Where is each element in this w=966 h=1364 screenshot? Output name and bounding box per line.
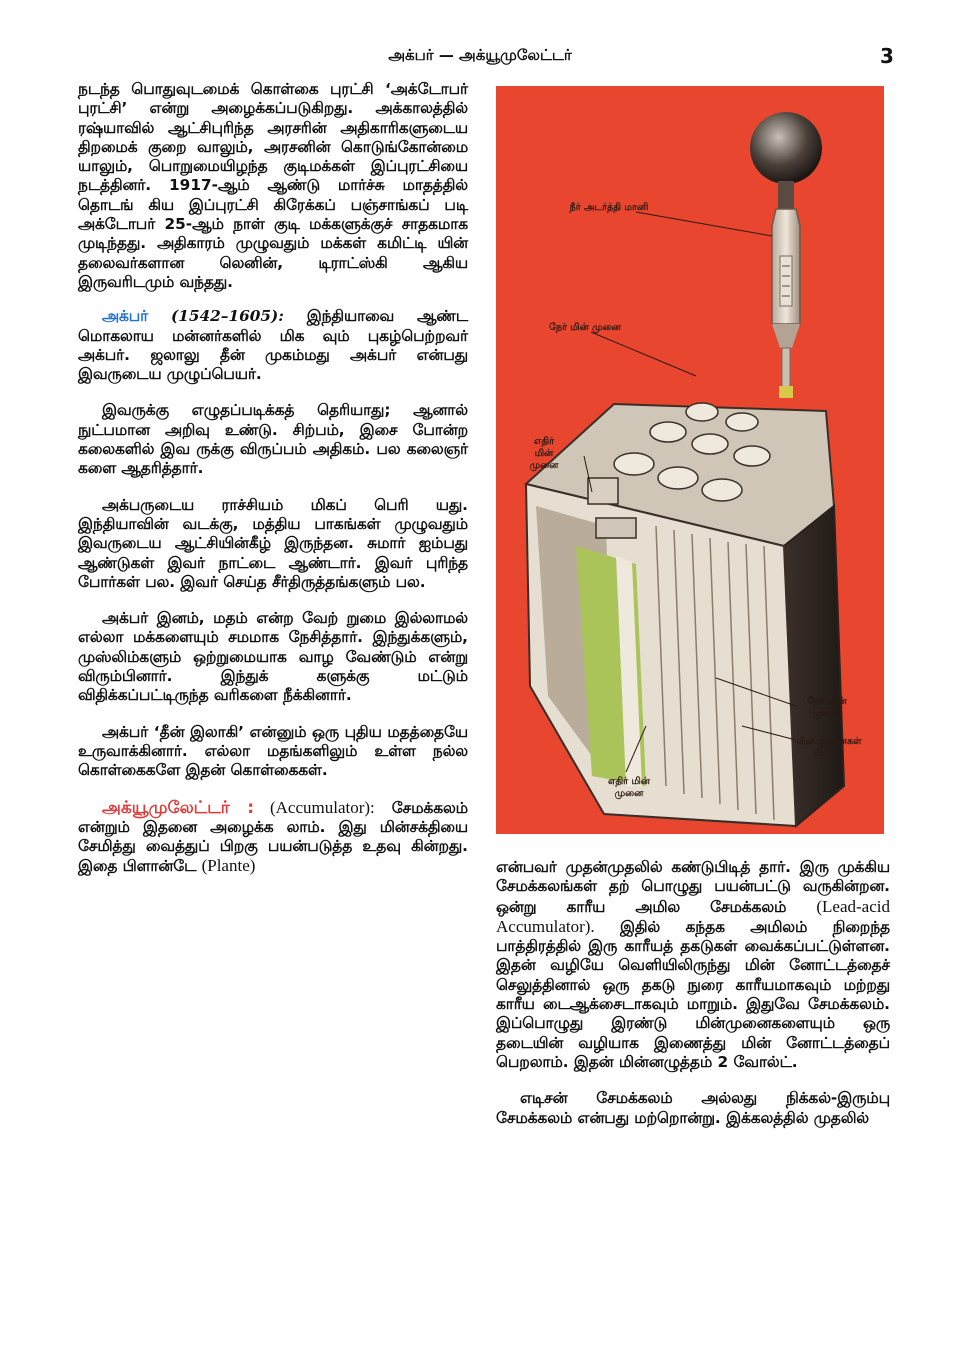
right-column [496, 858, 890, 1128]
akbar-paragraph-3: அக்பருடைய ராச்சியம் மிகப் பெரி யது. இந்தியாவின் வடக்கு, மத்திய பாகங்கள் முழுவதும் இவருடைய ஆட்சியின்கீழ் இருந்தன. சுமார் ஐம்பது ஆண்டுகள் இவர் நாட்டை ஆண்டார். இவர் புரிந்த போர்கள் பல. இவர் செய்த சீர்திருத்தங்களும் பல. [78, 495, 468, 591]
page-number: 3 [880, 44, 894, 68]
left-column [78, 80, 468, 877]
separator-label [786, 736, 872, 760]
plante-latin-name: (Plante) [201, 856, 256, 876]
negative-terminal-label-line1: எதிர் [533, 436, 555, 447]
accumulator-entry-title: அக்யூமுலேட்டர் : [102, 797, 255, 818]
akbar-paragraph-4: அக்பர் இனம், மதம் என்ற வேற் றுமை இல்லாமல் எல்லா மக்களையும் சமமாக நேசித்தார். இந்துக்களும், முஸ்லிம்களும் ஒற்றுமையாக வாழ வேண்டும் என்று விரும்பினார். இந்துக் களுக்கு மட்டும் விதிக்கப்பட்டிருந்த வரிகளை நீக்கினார். [78, 609, 468, 705]
akbar-intro-text: இந்தியாவை ஆண்ட மொகலாய மன்னர்களில் மிக வும் புகழ்பெற்றவர் அக்பர். ஜலாலு தீன் முகம்மது அக்பர் என்பது இவருடைய முழுப்பெயர். [78, 307, 468, 384]
akbar-paragraph-2: இவருக்கு எழுதப்படிக்கத் தெரியாது; ஆனால் நுட்பமான அறிவு உண்டு. சிற்பம், இசை போன்ற கலைகளில் இவ ருக்கு விருப்பம் அதிகம். பல கலைஞர் களை ஆதரித்தார். [78, 401, 468, 478]
positive-plate-label-line2: முனை [812, 708, 842, 719]
accumulator-entry-intro [78, 798, 468, 877]
positive-terminal-top-label: நேர் மின் முனை [549, 322, 621, 333]
separator-label-line1: மின் முனைகள் [796, 736, 862, 747]
accumulator-continuation [496, 858, 890, 1072]
separator-label-line2: பிரிப்பு [814, 748, 844, 759]
battery-body [526, 403, 844, 826]
edison-accumulator-paragraph: எடிசன் சேமக்கலம் அல்லது நிக்கல்-இரும்பு சேமக்கலம் என்பது மற்றொன்று. இக்கலத்தில் முதலில் [496, 1089, 890, 1127]
negative-plate-label [592, 776, 666, 800]
october-revolution-paragraph: நடந்த பொதுவுடமைக் கொள்கை புரட்சி ‘அக்டோபர் புரட்சி’ என்று அழைக்கப்படுகிறது. அக்காலத்தில் ரஷ்யாவில் ஆட்சிபுரிந்த அரசரின் அதிகாரிகளுடைய திறமைக் குறை வாலும், அரசனின் கொடுங்கோன்மை யாலும், பொறுமையிழந்த குடிமக்கள் இப்புரட்சியை நடத்தினர். 1917-ஆம் ஆண்டு மார்ச்சு மாதத்தில் தொடங் கிய இப்புரட்சி கிரேக்கப் பஞ்சாங்கப் படி அக்டோபர் 25-ஆம் நாள் குடி மக்களுக்குச் சாதகமாக முடிந்தது. அதிகாரம் முழுவதும் மக்கள் கமிட்டி யின் தலைவர்களான லெனின், டிராட்ஸ்கி ஆகிய இருவரிடமும் வந்தது. [78, 80, 468, 291]
accumulator-continuation-a: என்பவர் முதன்முதலில் கண்டுபிடித் தார். இரு முக்கிய சேமக்கலங்கள் தற் பொழுது பயன்பட்டு வருகின்றன. ஒன்று காரீய அமில சேமக்கலம் [496, 858, 890, 916]
negative-plate-label-line1: எதிர் மின் [607, 776, 651, 787]
positive-plate-label [792, 696, 862, 720]
akbar-entry-title: அக்பர் [102, 307, 149, 326]
page-header-title: அக்பர் — அக்யூமுலேட்டர் [388, 46, 572, 64]
accumulator-continuation-b: இதில் கந்தக அமிலம் நிறைந்த பாத்திரத்தில் இரு காரீயத் தகடுகள் வைக்கப்பட்டுள்ளன. இதன் வழியே வெளியிலிருந்து மின் னோட்டத்தைச் செலுத்தினால் ஒரு தகடு நுரை காரீயமாகவும் மற்றது காரீய டைஆக்சைடாகவும் மாறும். இதுவே சேமக்கலம். இப்பொழுது இரண்டு மின்முனைகளையும் ஒரு தடையின் வழியாக இணைத்து மின் னோட்டத்தைப் பெறலாம். இதன் மின்னழுத்தம் 2 வோல்ட். [496, 917, 890, 1071]
accumulator-intro-text: சேமக்கலம் என்றும் இதனை அழைக்க லாம். இது மின்சக்தியை சேமித்து வைத்துப் பிறகு பயன்படுத்த உதவு கின்றது. இதை பிளான்டே [78, 798, 468, 876]
negative-terminal-label [526, 436, 562, 472]
negative-plate-label-line2: முனை [614, 788, 644, 799]
accumulator-entry-latin: (Accumulator): [254, 797, 375, 817]
akbar-entry-intro [78, 307, 468, 384]
akbar-entry-dates: (1542–1605): [171, 307, 284, 326]
lead-acid-latin-name: (Lead-acid Accumulator). [496, 896, 890, 936]
hydrometer-label: நீர் அடர்த்தி மானி [569, 202, 649, 213]
negative-terminal-label-line2: மின் [534, 448, 554, 459]
positive-plate-label-line1: நேர் மின் [807, 696, 847, 707]
battery-illustration [496, 86, 884, 834]
hydrometer-icon [750, 112, 822, 398]
akbar-paragraph-5: அக்பர் ‘தீன் இலாகி’ என்னும் ஒரு புதிய மதத்தையே உருவாக்கினார். எல்லா மதங்களிலும் உள்ள நல்ல கொள்கைகளே இதன் கொள்கைகள். [78, 722, 468, 780]
negative-terminal-label-line3: முனை [529, 460, 559, 471]
